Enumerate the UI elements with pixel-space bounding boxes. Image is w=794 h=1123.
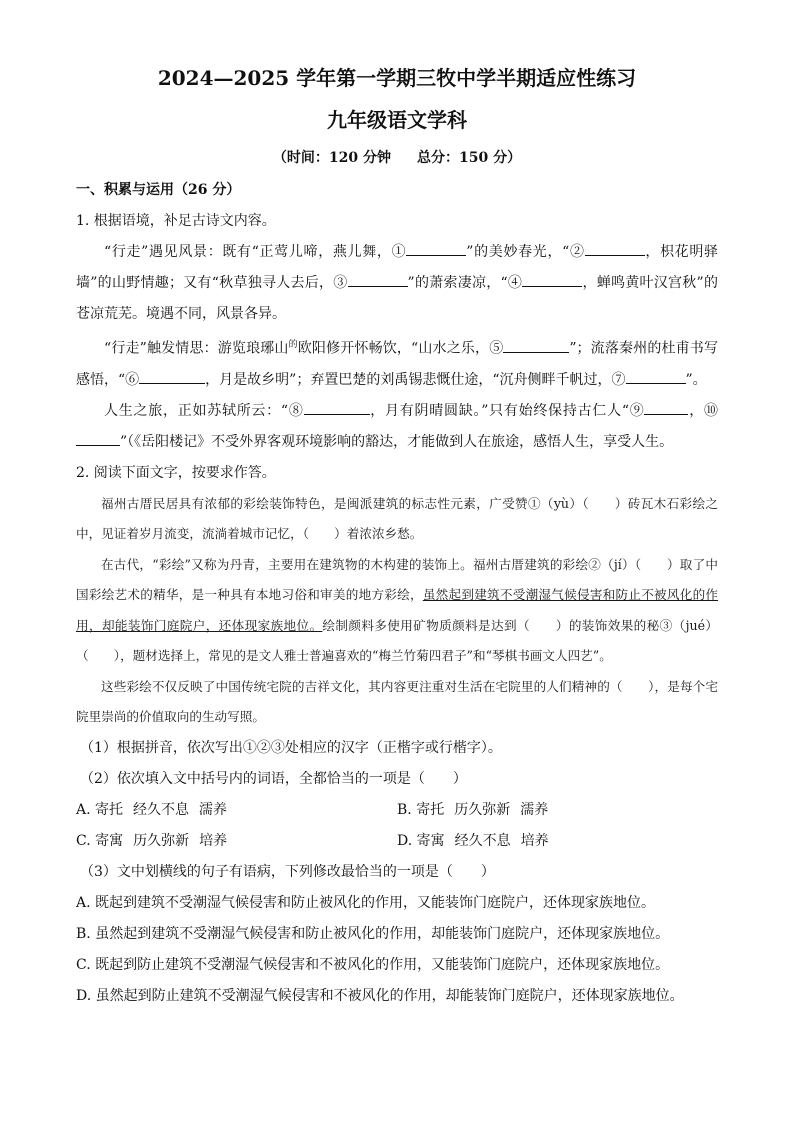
section-heading: 一、积累与运用（26 分） [76,182,241,198]
q1-text: ”的美妙春光，“② [466,244,585,260]
passage-text: 在古代，“彩绘”又称为丹青，主要用在建筑物的木构建的装饰上。福州古厝建筑的彩绘②（jí）（ ）取了中国彩绘艺术的精华，是一种具有本地习俗和审美的地方彩绘， [76,556,718,603]
answer-blank-7[interactable] [626,367,686,384]
answer-blank-8[interactable] [304,398,370,415]
question-1-prompt: 1. 根据语境，补足古诗文内容。 [76,213,276,229]
exam-meta [76,148,718,168]
total-score: 总分：150 分） [417,150,522,166]
passage-paragraph-3: 这些彩绘不仅反映了中国传统宅院的吉祥文化，其内容更注重对生活在宅院里的人们精神的（ ），是每个宅院里崇尚的价值取向的生动写照。 [76,678,718,725]
question-1-paragraph-2 [76,330,718,396]
q1-text: ，蝉鸣黄叶汉宫秋”的苍凉荒芜。境遇不同，风景各异。 [76,275,718,322]
underlined-sentence: 虽然起到建筑不受潮湿气候侵害和防止不被风化的作用，却能装饰门庭院户，还体现家族地位。 [76,587,719,633]
answer-blank-4[interactable] [522,270,582,287]
answer-blank-10[interactable] [76,429,120,446]
q1-text: “行走”触发情思：游览琅琊山 [104,340,289,357]
answer-blank-3[interactable] [348,270,408,287]
q1-text: “行走”遇见风景：既有“正莺儿啼，燕儿舞，① [104,244,407,260]
q1-text: ”。 [685,371,707,388]
passage-paragraph-1: 福州古厝民居具有浓郁的彩绘装饰特色，是闽派建筑的标志性元素，广受赞①（yù）（ ）砖瓦木石彩绘之中，见证着岁月流变，流淌着城市记忆，（ ）着浓浓乡愁。 [76,495,718,542]
q1-text: 欧阳修开怀畅饮，“山水之乐，⑤ [297,340,504,357]
passage-text: 绘制颜料多使用矿物质颜料是达到（ ）的装饰效果的秘③（jué）（ ），题材选择上，常见的是文人雅士普遍喜欢的“梅兰竹菊四君子”和“琴棋书画文人四艺”。 [76,617,719,664]
sub-question-2: （2）依次填入文中括号内的词语，全都恰当的一项是（ ） [80,770,467,787]
q1-text: ”的萧索凄凉，“④ [407,275,523,291]
q1-text: ，⑩ [688,402,718,419]
q1-text: ”；流落秦州的杜甫书写感悟，“⑥ [76,340,718,388]
option-3b[interactable]: B. 虽然起到建筑不受潮湿气候侵害和防止被风化的作用，却能装饰门庭院户，还体现家族地位。 [76,925,670,942]
q1-text: ，月有阴晴圆缺。”只有始终保持古仁人“⑨ [369,402,645,419]
answer-blank-5[interactable] [503,336,569,353]
sub-question-1: （1）根据拼音，依次写出①②③处相应的汉字（正楷字或行楷字）。 [80,739,502,756]
time-limit: （时间：120 分钟 [272,150,391,166]
q1-text: ，月是故乡明”；弃置巴楚的刘禹锡悲慨仕途，“沉舟侧畔千帆过，⑦ [205,371,626,388]
answer-blank-1[interactable] [406,239,466,256]
sub-question-3: （3）文中划横线的句子有语病，下列修改最恰当的一项是（ ） [80,863,495,880]
question-2-prompt: 2. 阅读下面文字，按要求作答。 [76,464,276,481]
options-row-ab [76,795,718,826]
option-d[interactable]: D. 寄寓 经久不息 培养 [397,832,549,849]
question-1-paragraph-1 [76,237,718,330]
option-3c[interactable]: C. 既起到防止建筑不受潮湿气候侵害和不被风化的作用，又能装饰门庭院户，还体现家族地位。 [76,956,670,973]
passage-paragraph-2 [76,550,718,672]
options-row-cd [76,826,718,857]
superscript-note: 的 [288,340,298,350]
exam-title: 2024—2025 学年第一学期三牧中学半期适应性练习 [157,66,637,90]
option-3d[interactable]: D. 虽然起到防止建筑不受潮湿气候侵害和不被风化的作用，却能装饰门庭院户，还体现家族地位。 [76,987,684,1004]
question-1-paragraph-3 [76,396,718,458]
q1-text: ”（《岳阳楼记》不受外界客观环境影响的豁达，才能做到人在旅途，感悟人生，享受人生。 [120,433,674,450]
answer-blank-9[interactable] [644,398,688,415]
option-3a[interactable]: A. 既起到建筑不受潮湿气候侵害和防止被风化的作用，又能装饰门庭院户，还体现家族地位。 [76,894,656,911]
q1-text: 人生之旅，正如苏轼所云：“⑧ [104,402,304,419]
answer-blank-6[interactable] [139,367,205,384]
answer-blank-2[interactable] [585,239,645,256]
option-b[interactable]: B. 寄托 历久弥新 濡养 [397,801,549,818]
q1-text: ，枳花明驿墙”的山野情趣；又有“秋草独寻人去后，③ [76,244,718,291]
option-a[interactable]: A. 寄托 经久不息 濡养 [76,801,228,818]
option-c[interactable]: C. 寄寓 历久弥新 培养 [76,832,228,849]
exam-subtitle: 九年级语文学科 [327,108,467,132]
